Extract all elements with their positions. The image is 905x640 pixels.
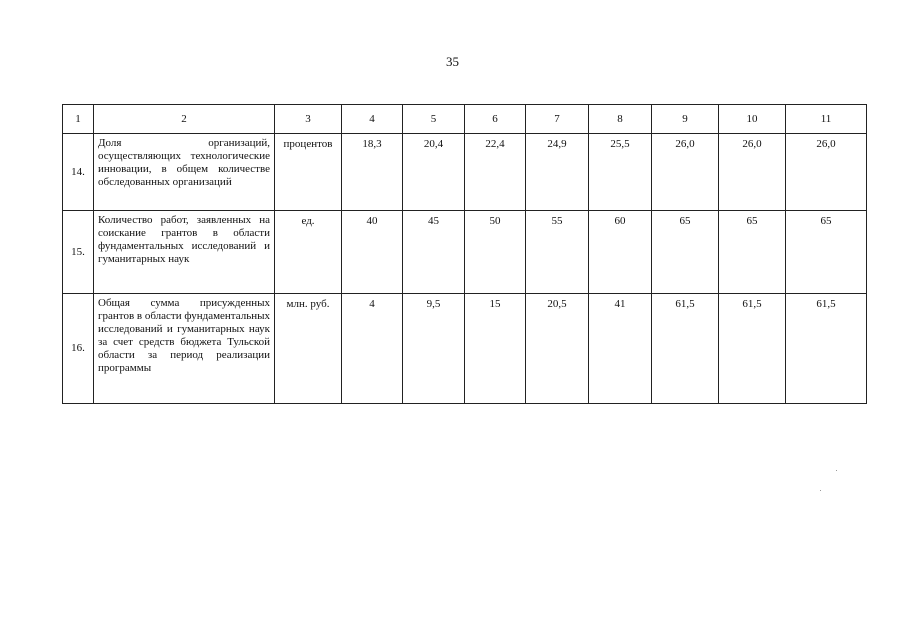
value-cell: 26,0 [786, 134, 867, 211]
indicator-name: Количество работ, заявленных на соискание грантов в области фундаментальных исследований и гуманитарных наук [94, 211, 275, 294]
table-row [63, 134, 867, 211]
value-cell: 9,5 [403, 294, 465, 404]
header-cell-8: 8 [589, 105, 652, 134]
table-row [63, 211, 867, 294]
value-cell: 65 [786, 211, 867, 294]
value-cell: 45 [403, 211, 465, 294]
value-cell: 55 [526, 211, 589, 294]
value-cell: 20,4 [403, 134, 465, 211]
value-cell: 50 [465, 211, 526, 294]
unit-cell: млн. руб. [275, 294, 342, 404]
unit-cell: ед. [275, 211, 342, 294]
value-cell: 25,5 [589, 134, 652, 211]
indicator-name: Общая сумма присужденных грантов в области фундаментальных исследований и гуманитарных наук за счет средств бюджета Тульской области за период реализации программы [94, 294, 275, 404]
scan-speck [836, 470, 837, 471]
value-cell: 41 [589, 294, 652, 404]
value-cell: 65 [719, 211, 786, 294]
header-cell-7: 7 [526, 105, 589, 134]
header-cell-1: 1 [63, 105, 94, 134]
header-cell-6: 6 [465, 105, 526, 134]
value-cell: 20,5 [526, 294, 589, 404]
header-cell-11: 11 [786, 105, 867, 134]
row-number: 15. [63, 211, 94, 294]
value-cell: 18,3 [342, 134, 403, 211]
value-cell: 61,5 [786, 294, 867, 404]
value-cell: 24,9 [526, 134, 589, 211]
value-cell: 60 [589, 211, 652, 294]
header-cell-2: 2 [94, 105, 275, 134]
header-cell-5: 5 [403, 105, 465, 134]
header-cell-9: 9 [652, 105, 719, 134]
value-cell: 15 [465, 294, 526, 404]
header-cell-3: 3 [275, 105, 342, 134]
unit-cell: процентов [275, 134, 342, 211]
header-cell-4: 4 [342, 105, 403, 134]
page-number: 35 [446, 54, 459, 69]
scan-speck [820, 490, 821, 491]
value-cell: 4 [342, 294, 403, 404]
table-row [63, 294, 867, 404]
value-cell: 61,5 [652, 294, 719, 404]
indicator-name: Доля организаций, осуществляющих технологические инновации, в общем количестве обследованных организаций [94, 134, 275, 211]
header-cell-10: 10 [719, 105, 786, 134]
header-row [63, 105, 867, 134]
indicators-table [62, 104, 867, 404]
value-cell: 65 [652, 211, 719, 294]
row-number: 16. [63, 294, 94, 404]
value-cell: 26,0 [652, 134, 719, 211]
value-cell: 61,5 [719, 294, 786, 404]
value-cell: 22,4 [465, 134, 526, 211]
row-number: 14. [63, 134, 94, 211]
value-cell: 40 [342, 211, 403, 294]
table-header [63, 105, 867, 134]
value-cell: 26,0 [719, 134, 786, 211]
